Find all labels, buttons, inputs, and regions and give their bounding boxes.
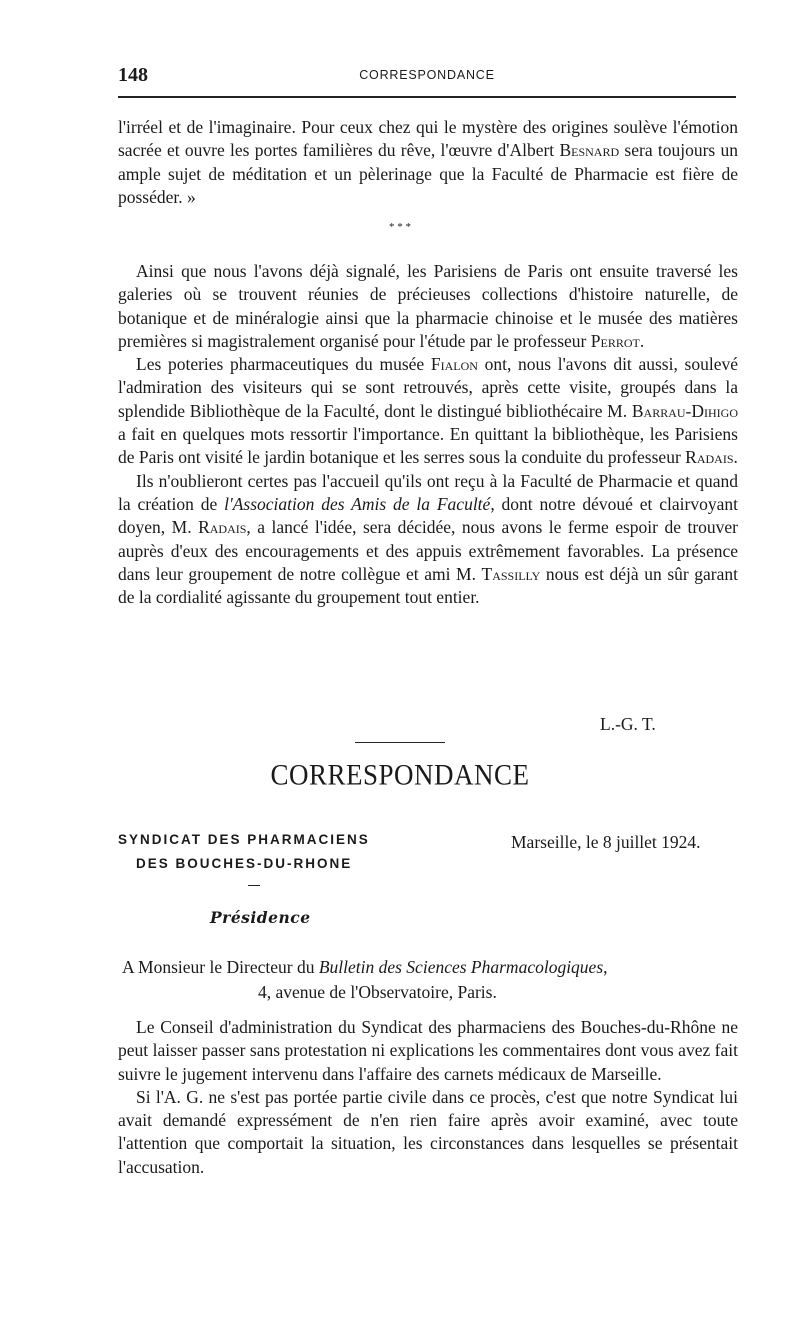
letter-body [118,1016,738,1179]
article-signature: L.-G. T. [600,714,656,734]
text-run: a fait en quelques mots ressortir l'importance. En quittant la bibliothèque, les Parisiens de Paris ont visité le jardin botanique et les serres sous la conduite du professeur [118,424,738,468]
letter-paragraph-1: Le Conseil d'administration du Syndicat des pharmaciens des Bouches-du-Rhône ne peut laisser passer sans protestation ni explications les commentaires dont vous avez fait suivre le jugement intervenu dans l'affaire des carnets médicaux de Marseille. [118,1017,738,1084]
text-run: , [603,957,608,977]
text-run: l'irréel et de l'imaginaire. Pour ceux chez qui le mystère des origines soulève l'émotion sacrée et ouvre les portes familières du rêve, l'œuvre d'Albert [118,117,738,161]
section-title: CORRESPONDANCE [270,758,530,792]
sender-dash [248,885,260,886]
page-number: 148 [118,64,148,86]
text-run: Les poteries pharmaceutiques du musée [136,354,431,375]
person-name: Radais [685,447,734,468]
paragraph-1 [118,116,738,209]
person-name: Tassilly [481,563,541,584]
paragraph-2 [118,260,738,353]
text-run: Ils n'oublieront certes pas l'accueil qu'ils ont reçu à la Faculté de Pharmacie et quand la création de [118,470,738,514]
text-run: nous est déjà un sûr garant de la cordialité agissante du groupement tout entier. [118,563,738,608]
article-body [118,260,738,609]
journal-name: Bulletin des Sciences Pharmacologiques [318,957,604,977]
letter-sender-block [118,828,418,876]
letter-paragraph-2: Si l'A. G. ne s'est pas portée partie civile dans ce procès, c'est que notre Syndicat lui avait demandé expressément de n'en rien faire après avoir examiné, avec toute l'attention que comportait la situation, les circonstances dans lesquelles se présentait l'accusation. [118,1086,738,1177]
paragraph-4 [118,470,738,610]
person-name: Barrau-Dihigo [631,400,738,421]
text-run: , a lancé l'idée, sera décidée, nous avons le ferme espoir de trouver auprès d'eux des encouragements et des appuis extrêmement favorables. La présence dans leur groupement de notre collègue et ami M. [118,517,738,584]
letter-address [122,955,742,1005]
letter-dateline: Marseille, le 8 juillet 1924. [511,832,701,852]
text-run: ont, nous l'avons dit aussi, soulevé l'admiration des visiteurs qui se sont retrouvés, après cette visite, groupés dans la splendide Bibliothèque de la Faculté, dont le distingué bibliothécaire M. [118,354,739,421]
text-run: Ainsi que nous l'avons déjà signalé, les Parisiens de Paris ont ensuite traversé les galeries où se trouvent réunies de précieuses collections d'histoire naturelle, de botanique et de minéralogie ainsi que la pharmacie chinoise et le musée des matières premières si magistralement organisé pour l'étude par le professeur [118,261,738,351]
association-name: l'Association des Amis de la Faculté [224,493,491,514]
running-title: CORRESPONDANCE [359,68,495,82]
person-name: Besnard [559,140,620,161]
text-run: . [639,330,645,351]
paragraph-3 [118,353,738,469]
sender-line-2: DES BOUCHES-DU-RHONE [136,856,353,871]
address-line-2: 4, avenue de l'Observatoire, Paris. [258,982,497,1002]
text-run: , dont notre dévoué et clairvoyant doyen, M. [118,493,738,538]
section-rule [355,742,445,743]
stars-glyphs: * * * [389,221,411,233]
person-name: Radais [198,517,247,538]
sender-line-1: SYNDICAT DES PHARMACIENS [118,832,370,847]
person-name: Perrot [590,330,640,351]
text-run: sera toujours un ample sujet de méditation et un pèlerinage que la Faculté de Pharmacie est fière de posséder. » [118,140,738,207]
text-run: . [733,447,738,468]
running-head [118,62,736,90]
text-run: A Monsieur le Directeur du [122,957,319,977]
person-name: Fialon [430,354,478,375]
section-separator-stars [0,222,800,252]
paragraph-continuation [118,116,738,209]
letter-presidence: Présidence [210,908,311,927]
header-rule [118,96,736,98]
address-line-1 [122,955,742,980]
